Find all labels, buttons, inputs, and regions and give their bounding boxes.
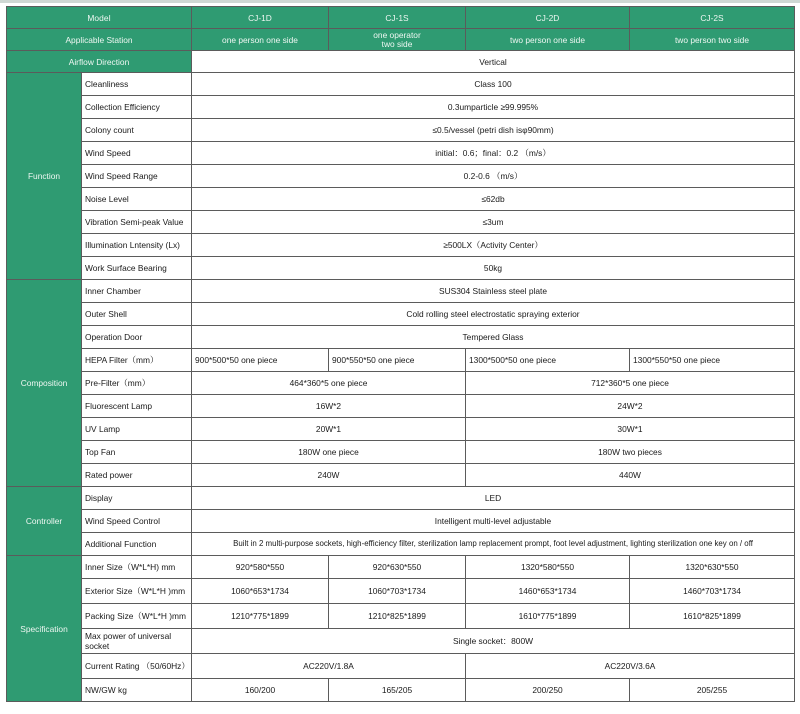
- composition-row: [7, 349, 795, 372]
- spec-table: [6, 6, 795, 702]
- row-label: Vibration Semi-peak Value: [82, 211, 192, 234]
- composition-row: [7, 303, 795, 326]
- row-label: NW/GW kg: [82, 679, 192, 702]
- row-label: Pre-Filter（mm）: [82, 372, 192, 395]
- composition-row: [7, 441, 795, 464]
- controller-row: [7, 533, 795, 556]
- row-label: Exterior Size（W*L*H )mm: [82, 579, 192, 604]
- row-value: SUS304 Stainless steel plate: [192, 280, 795, 303]
- row-value: 1210*825*1899: [329, 604, 466, 629]
- row-value: 1610*775*1899: [466, 604, 630, 629]
- row-label: Colony count: [82, 119, 192, 142]
- row-value: Cold rolling steel electrostatic spraying exterior: [192, 303, 795, 326]
- airflow-row: [7, 51, 795, 73]
- row-label: Noise Level: [82, 188, 192, 211]
- row-value: Intelligent multi-level adjustable: [192, 510, 795, 533]
- row-label: HEPA Filter（mm）: [82, 349, 192, 372]
- row-value: 1060*653*1734: [192, 579, 329, 604]
- function-row: [7, 211, 795, 234]
- row-label: Cleanliness: [82, 73, 192, 96]
- row-label: Packing Size（W*L*H )mm: [82, 604, 192, 629]
- row-label: Inner Size（W*L*H) mm: [82, 556, 192, 579]
- station-cj-1d: one person one side: [192, 29, 329, 51]
- controller-group-label: Controller: [7, 487, 82, 556]
- row-value: 20W*1: [192, 418, 466, 441]
- composition-group-label: Composition: [7, 280, 82, 487]
- row-value: 464*360*5 one piece: [192, 372, 466, 395]
- row-value: 180W two pieces: [466, 441, 795, 464]
- row-value: 440W: [466, 464, 795, 487]
- row-value: 1610*825*1899: [630, 604, 795, 629]
- row-label: Max power of universal socket: [82, 629, 192, 654]
- station-cj-2d: two person one side: [466, 29, 630, 51]
- row-value: 16W*2: [192, 395, 466, 418]
- specification-row: [7, 604, 795, 629]
- specification-row: [7, 556, 795, 579]
- row-label: Operation Door: [82, 326, 192, 349]
- function-row: [7, 142, 795, 165]
- row-value: 712*360*5 one piece: [466, 372, 795, 395]
- row-value: 24W*2: [466, 395, 795, 418]
- composition-row: [7, 418, 795, 441]
- row-value: 1320*630*550: [630, 556, 795, 579]
- row-label: UV Lamp: [82, 418, 192, 441]
- row-label: Additional Function: [82, 533, 192, 556]
- row-value: 1460*653*1734: [466, 579, 630, 604]
- row-value: initial：0.6；final：0.2 （m/s）: [192, 142, 795, 165]
- row-label: Outer Shell: [82, 303, 192, 326]
- row-value: 1320*580*550: [466, 556, 630, 579]
- row-value: 1300*500*50 one piece: [466, 349, 630, 372]
- model-cj-1d: CJ-1D: [192, 7, 329, 29]
- composition-row: [7, 395, 795, 418]
- row-label: Wind Speed: [82, 142, 192, 165]
- specification-row: [7, 579, 795, 604]
- top-edge: [0, 0, 800, 3]
- function-row: [7, 234, 795, 257]
- row-value: ≤62db: [192, 188, 795, 211]
- row-value: AC220V/3.6A: [466, 654, 795, 679]
- specification-row: [7, 654, 795, 679]
- model-row: [7, 7, 795, 29]
- row-value: 160/200: [192, 679, 329, 702]
- row-value: 240W: [192, 464, 466, 487]
- row-value: Built in 2 multi-purpose sockets, high-efficiency filter, sterilization lamp replacement prompt, foot level adjustment, lighting sterilization one key on / off: [192, 533, 795, 556]
- row-value: 1460*703*1734: [630, 579, 795, 604]
- function-row: [7, 257, 795, 280]
- row-label: Wind Speed Range: [82, 165, 192, 188]
- controller-row: [7, 487, 795, 510]
- airflow-label: Airflow Direction: [7, 51, 192, 73]
- composition-row: [7, 326, 795, 349]
- function-row: [7, 96, 795, 119]
- station-cj-2s: two person two side: [630, 29, 795, 51]
- row-label: Inner Chamber: [82, 280, 192, 303]
- function-row: [7, 188, 795, 211]
- row-value: 0.2-0.6 （m/s）: [192, 165, 795, 188]
- row-value: 1300*550*50 one piece: [630, 349, 795, 372]
- row-value: 1210*775*1899: [192, 604, 329, 629]
- row-value: 920*630*550: [329, 556, 466, 579]
- specification-group-label: Specification: [7, 556, 82, 702]
- row-label: Wind Speed Control: [82, 510, 192, 533]
- specification-row: [7, 629, 795, 654]
- row-value: 1060*703*1734: [329, 579, 466, 604]
- row-value: ≥500LX（Activity Center）: [192, 234, 795, 257]
- row-label: Current Rating （50/60Hz）: [82, 654, 192, 679]
- row-label: Work Surface Bearing: [82, 257, 192, 280]
- row-value: 50kg: [192, 257, 795, 280]
- row-label: Fluorescent Lamp: [82, 395, 192, 418]
- row-label: Collection Efficiency: [82, 96, 192, 119]
- row-value: ≤3um: [192, 211, 795, 234]
- composition-row: [7, 464, 795, 487]
- row-label: Rated power: [82, 464, 192, 487]
- model-cj-1s: CJ-1S: [329, 7, 466, 29]
- row-value: LED: [192, 487, 795, 510]
- row-label: Display: [82, 487, 192, 510]
- row-label: Illumination Lntensity (Lx): [82, 234, 192, 257]
- row-value: 920*580*550: [192, 556, 329, 579]
- model-cj-2d: CJ-2D: [466, 7, 630, 29]
- function-group-label: Function: [7, 73, 82, 280]
- row-value: 900*500*50 one piece: [192, 349, 329, 372]
- row-value: Single socket：800W: [192, 629, 795, 654]
- function-row: [7, 165, 795, 188]
- composition-row: [7, 280, 795, 303]
- composition-row: [7, 372, 795, 395]
- row-value: 0.3umparticle ≥99.995%: [192, 96, 795, 119]
- row-value: 165/205: [329, 679, 466, 702]
- row-value: AC220V/1.8A: [192, 654, 466, 679]
- row-value: ≤0.5/vessel (petri dish isφ90mm): [192, 119, 795, 142]
- function-row: [7, 73, 795, 96]
- airflow-value: Vertical: [192, 51, 795, 73]
- function-row: [7, 119, 795, 142]
- station-cj-1s: one operator two side: [329, 29, 466, 51]
- station-row: [7, 29, 795, 51]
- row-value: Class 100: [192, 73, 795, 96]
- row-label: Top Fan: [82, 441, 192, 464]
- model-cj-2s: CJ-2S: [630, 7, 795, 29]
- row-value: 180W one piece: [192, 441, 466, 464]
- row-value: Tempered Glass: [192, 326, 795, 349]
- specification-row: [7, 679, 795, 702]
- model-label: Model: [7, 7, 192, 29]
- row-value: 30W*1: [466, 418, 795, 441]
- row-value: 200/250: [466, 679, 630, 702]
- controller-row: [7, 510, 795, 533]
- row-value: 205/255: [630, 679, 795, 702]
- row-value: 900*550*50 one piece: [329, 349, 466, 372]
- station-label: Applicable Station: [7, 29, 192, 51]
